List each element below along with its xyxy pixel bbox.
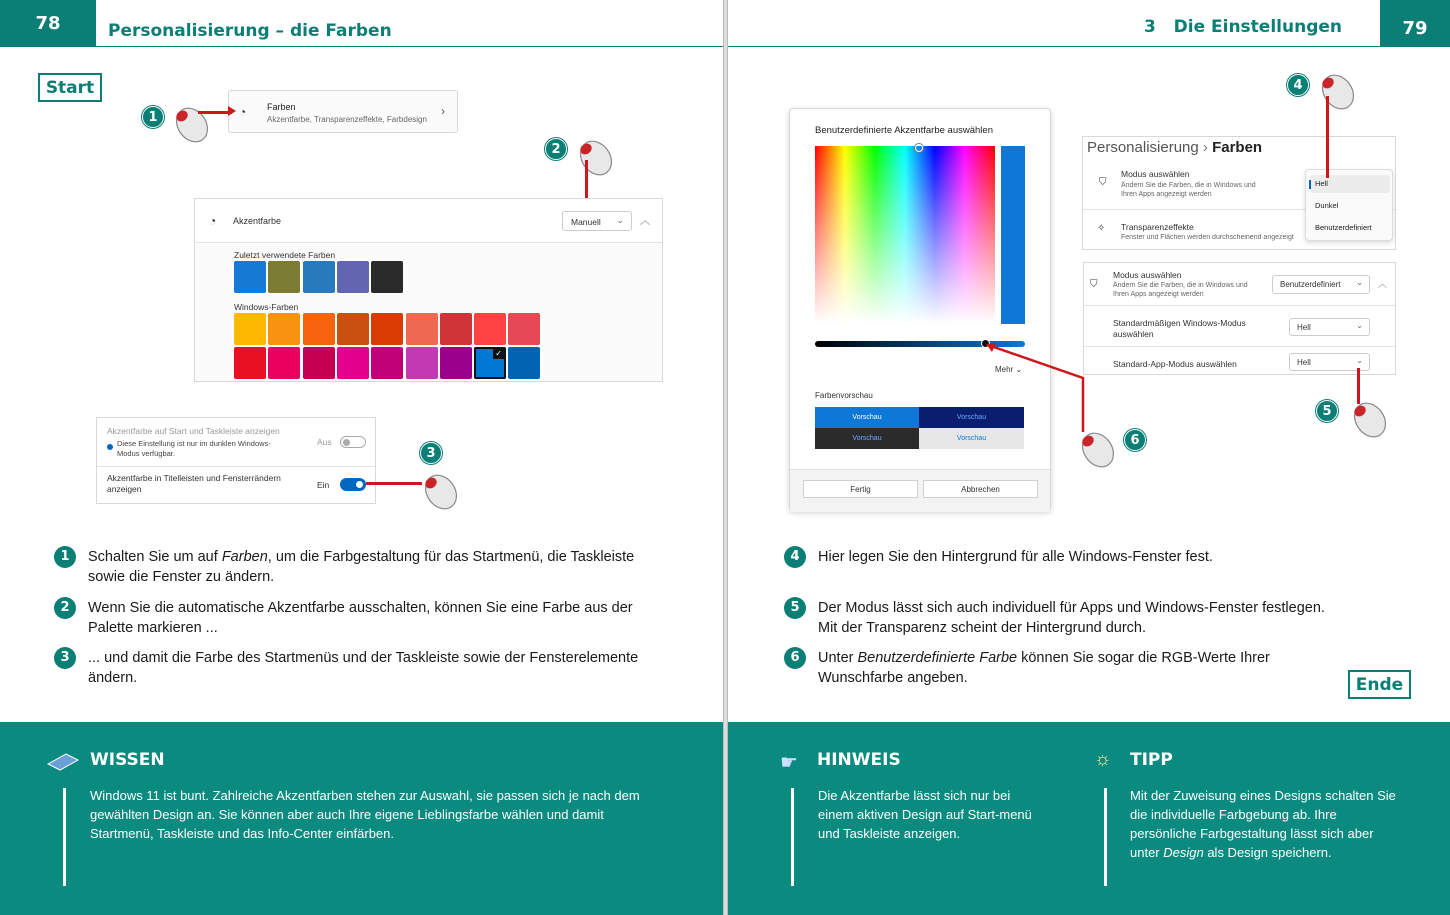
callout-badge-1: 1 xyxy=(142,106,164,128)
chevron-down-icon: ⌄ xyxy=(616,215,624,225)
toggle-row1-state: Aus xyxy=(317,437,332,447)
mouse-icon xyxy=(1314,70,1358,114)
app-mode-label: Standard-App-Modus auswählen xyxy=(1113,359,1237,369)
step-number-badge: 4 xyxy=(784,546,806,568)
custom-mode-dropdown[interactable]: Benutzerdefiniert ⌄ xyxy=(1272,275,1370,294)
akzent-mode-dropdown[interactable]: Manuell ⌄ xyxy=(562,211,632,231)
mouse-icon xyxy=(1074,428,1118,472)
cancel-button[interactable]: Abbrechen xyxy=(923,480,1038,498)
color-swatch[interactable] xyxy=(371,313,403,345)
wissen-text: Windows 11 ist bunt. Zahlreiche Akzentfarben stehen zur Auswahl, sie passen sich je nach dem gewählten Design an. Sie können aber auch Ihre eigene Lieblingsfarbe wählen und damit Startmenü, Taskleiste und das Info-Center einfärben. xyxy=(90,788,640,841)
toggle-switch-off[interactable] xyxy=(340,436,366,448)
mode-subtitle: Ändern Sie die Farben, die in Windows und Ihren Apps angezeigt werden xyxy=(1121,182,1256,198)
step-text: Schalten Sie um auf Farben, um die Farbgestaltung für das Startmenü, die Taskleiste sowie die Fenster zu ändern. xyxy=(88,549,635,585)
mode-option[interactable]: Hell xyxy=(1315,179,1328,188)
transparency-icon: ✧ xyxy=(1097,223,1106,234)
callout-badge-3: 3 xyxy=(420,442,442,464)
toggle-switch-on[interactable] xyxy=(340,478,366,491)
wissen-heading: WISSEN xyxy=(90,750,165,770)
palette-icon: ◔ xyxy=(209,214,217,228)
toggle-row1-note: Diese Einstellung ist nur im dunklen Windows-Modus verfügbar. xyxy=(117,439,271,458)
callout-badge-2: 2 xyxy=(545,138,567,160)
chevron-right-icon: › xyxy=(441,104,445,118)
step-text: ... und damit die Farbe des Startmenüs und der Taskleiste sowie der Fensterelemente ändern. xyxy=(88,650,639,686)
callout-badge-4: 4 xyxy=(1287,74,1309,96)
info-dot-icon xyxy=(107,444,113,450)
mode-title: Modus auswählen xyxy=(1121,169,1190,179)
recent-colors-label: Zuletzt verwendete Farben xyxy=(234,250,336,260)
hinweis-tipp-box xyxy=(728,722,1450,915)
step-number-badge: 2 xyxy=(54,597,76,619)
step-item xyxy=(784,598,1344,638)
color-swatch[interactable] xyxy=(303,261,335,293)
checkmark-icon: ✓ xyxy=(493,348,504,359)
red-arrow-6 xyxy=(978,340,1088,440)
toggle-panel xyxy=(96,417,376,504)
breadcrumb: Personalisierung › Farben xyxy=(1087,139,1263,156)
color-swatch[interactable] xyxy=(406,313,438,345)
step-text: Der Modus lässt sich auch individuell für Apps und Windows-Fenster festlegen. Mit der Transparenz scheint der Hintergrund durch. xyxy=(818,600,1325,636)
akzent-title: Akzentfarbe xyxy=(233,216,282,226)
custom-mode-panel xyxy=(1083,262,1396,375)
chevron-down-icon: ⌄ xyxy=(1356,356,1363,365)
color-swatch[interactable] xyxy=(508,347,540,379)
mode-dropdown-menu[interactable] xyxy=(1305,169,1393,241)
color-swatch[interactable] xyxy=(234,261,266,293)
color-swatch[interactable] xyxy=(268,313,300,345)
header-title-right: 3 Die Einstellungen xyxy=(1144,16,1342,37)
tipp-heading: TIPP xyxy=(1130,750,1173,770)
color-swatch[interactable] xyxy=(337,347,369,379)
book-icon xyxy=(46,752,80,772)
palette-icon: ◔ xyxy=(239,105,247,119)
color-swatch[interactable] xyxy=(268,347,300,379)
step-number-badge: 3 xyxy=(54,647,76,669)
win-mode-dropdown[interactable]: Hell ⌄ xyxy=(1289,318,1370,336)
brush-icon: ⛉ xyxy=(1099,177,1107,188)
color-swatch[interactable] xyxy=(440,313,472,345)
right-page xyxy=(727,0,1450,915)
callout-badge-5: 5 xyxy=(1316,400,1338,422)
transparency-subtitle: Fenster und Flächen werden durchscheinend angezeigt xyxy=(1121,234,1294,241)
mouse-icon xyxy=(168,103,212,147)
toggle-row2-title: Akzentfarbe in Titelleisten und Fensterrändern anzeigen xyxy=(107,473,281,494)
win-mode-label: Standardmäßigen Windows-Modus auswählen xyxy=(1113,318,1246,339)
akzentfarbe-panel xyxy=(194,198,663,382)
page-number-right: 79 xyxy=(1380,0,1450,47)
color-swatch[interactable] xyxy=(337,261,369,293)
color-swatch[interactable] xyxy=(508,313,540,345)
color-swatch[interactable] xyxy=(234,313,266,345)
ok-button[interactable]: Fertig xyxy=(803,480,918,498)
farben-title: Farben xyxy=(267,102,296,112)
arrowhead xyxy=(228,106,236,116)
tipp-text: Mit der Zuweisung eines Designs schalten Sie die individuelle Farbgebung ab. Ihre persönliche Farbgestaltung lässt sich aber unter Design als Design speichern. xyxy=(1130,788,1396,860)
farben-settings-item[interactable] xyxy=(228,90,458,133)
custom-mode-title: Modus auswählen xyxy=(1113,270,1182,280)
mode-option[interactable]: Benutzerdefiniert xyxy=(1315,223,1372,232)
step-text: Wenn Sie die automatische Akzentfarbe ausschalten, können Sie eine Farbe aus der Palette markieren ... xyxy=(88,600,633,636)
step-item xyxy=(54,648,664,688)
right-header xyxy=(728,0,1450,47)
step-item xyxy=(784,648,1344,688)
color-swatch[interactable] xyxy=(303,313,335,345)
pointing-hand-icon: ☛ xyxy=(780,752,798,774)
color-swatch[interactable] xyxy=(234,347,266,379)
chevron-up-icon[interactable]: ︿ xyxy=(1377,279,1387,289)
preview-grid: Vorschau Vorschau Vorschau Vorschau xyxy=(815,407,1024,449)
chevron-up-icon[interactable]: ︿ xyxy=(640,216,650,227)
hinweis-heading: HINWEIS xyxy=(817,750,901,770)
left-header xyxy=(0,0,723,47)
color-swatch[interactable] xyxy=(474,347,506,379)
step-text: Unter Benutzerdefinierte Farbe können Sie sogar die RGB-Werte Ihrer Wunschfarbe angeben. xyxy=(818,650,1270,686)
brush-icon: ⛉ xyxy=(1090,279,1098,290)
color-swatch[interactable] xyxy=(371,347,403,379)
picker-title: Benutzerdefinierte Akzentfarbe auswählen xyxy=(815,125,993,136)
color-picker-dialog xyxy=(789,108,1051,511)
color-swatch[interactable] xyxy=(440,347,472,379)
color-swatch[interactable] xyxy=(474,313,506,345)
mouse-icon xyxy=(417,470,461,514)
left-page xyxy=(0,0,724,915)
chevron-down-icon: ⌄ xyxy=(1356,321,1363,330)
step-number-badge: 1 xyxy=(54,546,76,568)
app-mode-dropdown[interactable]: Hell ⌄ xyxy=(1289,353,1370,371)
lightbulb-icon: ☼ xyxy=(1094,749,1112,770)
header-title-left: Personalisierung – die Farben xyxy=(108,20,392,41)
chevron-down-icon: ⌄ xyxy=(1356,278,1363,287)
mouse-icon xyxy=(572,136,616,180)
step-item xyxy=(54,547,664,587)
color-swatch[interactable] xyxy=(337,313,369,345)
custom-mode-subtitle: Ändern Sie die Farben, die in Windows und Ihren Apps angezeigt werden xyxy=(1113,282,1248,298)
end-tag: Ende xyxy=(1348,670,1411,699)
farben-subtitle: Akzentfarbe, Transparenzeffekte, Farbdesign xyxy=(267,115,427,124)
start-tag: Start xyxy=(38,73,102,102)
step-number-badge: 6 xyxy=(784,647,806,669)
preview-label: Farbenvorschau xyxy=(815,391,873,400)
spectrum-handle[interactable] xyxy=(915,144,923,152)
color-swatch[interactable] xyxy=(268,261,300,293)
callout-badge-6: 6 xyxy=(1124,429,1146,451)
color-swatch[interactable] xyxy=(303,347,335,379)
transparency-title: Transparenzeffekte xyxy=(1121,222,1194,232)
step-item xyxy=(784,547,1344,568)
toggle-row2-state: Ein xyxy=(317,480,330,490)
color-swatch[interactable] xyxy=(406,347,438,379)
wissen-box xyxy=(0,722,724,915)
windows-colors-label: Windows-Farben xyxy=(234,302,299,312)
mode-option[interactable]: Dunkel xyxy=(1315,201,1339,210)
hinweis-text: Die Akzentfarbe lässt sich nur bei einem aktiven Design auf Start-menü und Taskleiste anzeigen. xyxy=(818,788,1032,841)
page-number-left: 78 xyxy=(0,0,96,47)
step-text: Hier legen Sie den Hintergrund für alle Windows-Fenster fest. xyxy=(818,549,1213,565)
mode-panel xyxy=(1082,136,1396,250)
toggle-row1-title: Akzentfarbe auf Start und Taskleiste anzeigen xyxy=(107,426,280,436)
more-link[interactable]: Mehr ⌄ xyxy=(995,365,1023,374)
mouse-icon xyxy=(1346,398,1390,442)
color-spectrum[interactable] xyxy=(815,146,995,324)
step-number-badge: 5 xyxy=(784,597,806,619)
color-preview-bar xyxy=(1001,146,1025,324)
step-item xyxy=(54,598,664,638)
color-swatch[interactable] xyxy=(371,261,403,293)
